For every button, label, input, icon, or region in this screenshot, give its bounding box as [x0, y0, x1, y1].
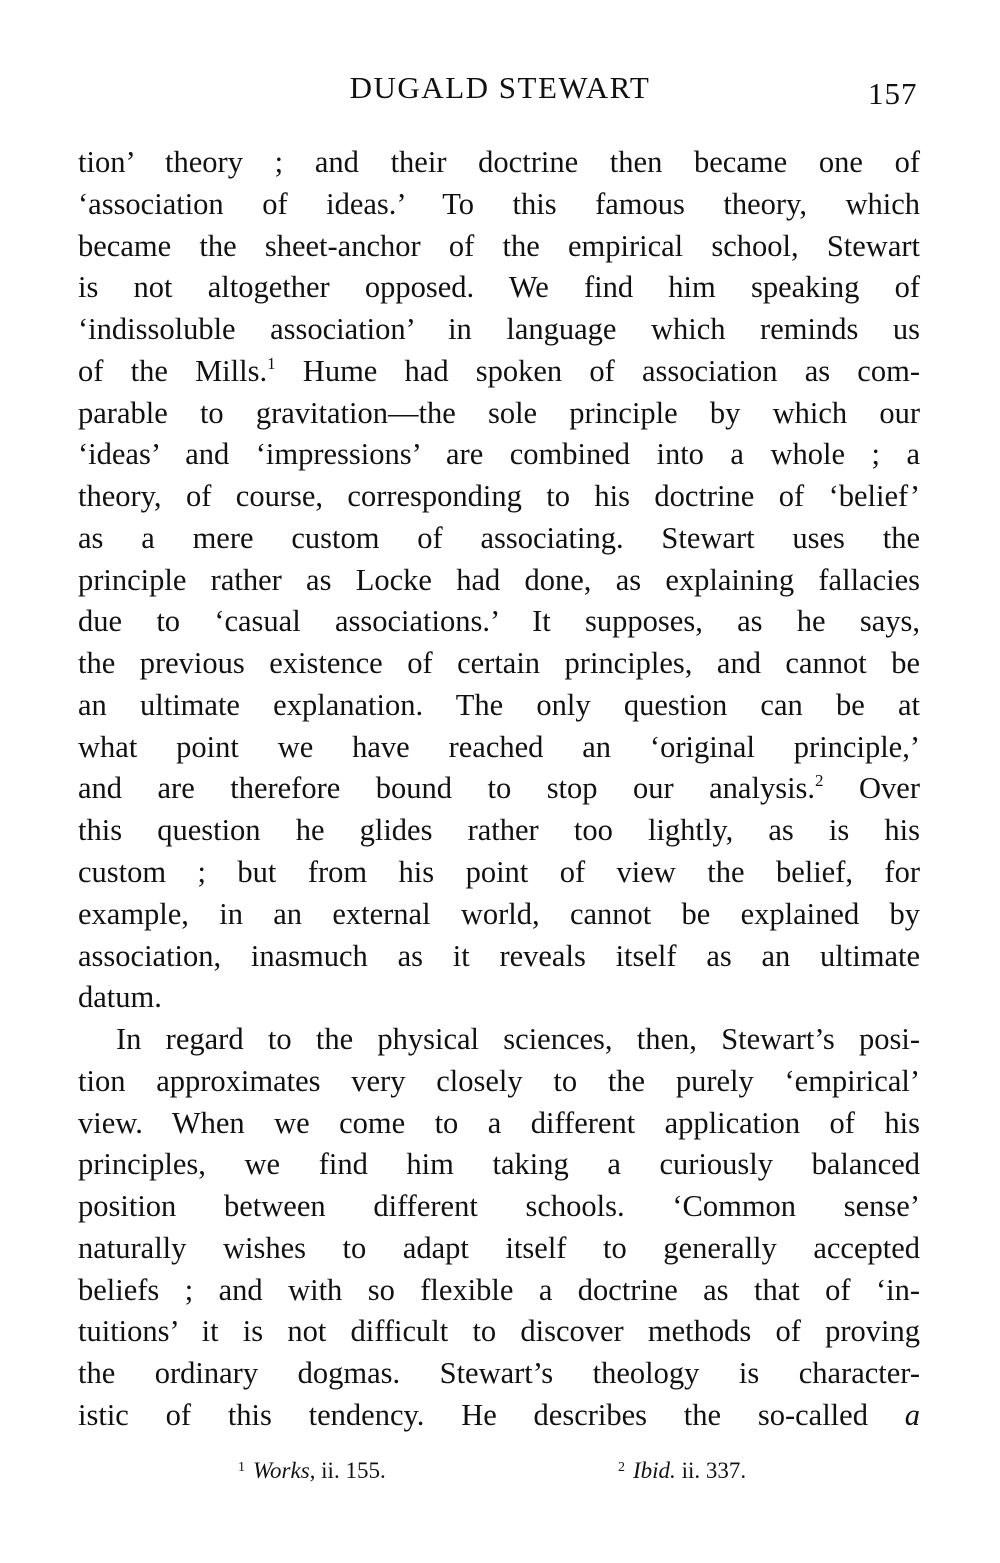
text-line: principle rather as Locke had done, as explaining fallacies	[78, 562, 920, 597]
text-line: naturally wishes to adapt itself to generally accepted	[78, 1230, 920, 1265]
footnote-mark: 2	[618, 1460, 625, 1475]
footnote-source: Ibid.	[633, 1458, 676, 1483]
page-number: 157	[868, 76, 918, 111]
text-line: example, in an external world, cannot be explained by	[78, 896, 920, 931]
text-line	[78, 768, 920, 810]
text-line: custom ; but from his point of view the belief, for	[78, 855, 920, 890]
text-line: is not altogether opposed. We find him speaking of	[78, 270, 920, 305]
text-segment: istic of this tendency. He describes the so-called	[78, 1397, 905, 1432]
text-line: this question he glides rather too lightly, as is his	[78, 813, 920, 848]
body-text	[78, 142, 920, 1437]
text-line: ‘association of ideas.’ To this famous theory, which	[78, 186, 920, 221]
text-segment: and are therefore bound to stop our analysis.	[78, 771, 816, 806]
text-line: the previous existence of certain principles, and cannot be	[78, 646, 920, 681]
text-line: datum.	[78, 980, 162, 1015]
text-line	[78, 1395, 920, 1437]
text-segment: a	[904, 1397, 920, 1432]
text-segment: of the Mills.	[78, 353, 268, 388]
footnote-2	[618, 1458, 746, 1484]
footnote-ref: ii. 155.	[315, 1458, 386, 1483]
text-line: what point we have reached an ‘original principle,’	[78, 729, 920, 764]
text-line: ‘indissoluble association’ in language which reminds us	[78, 312, 920, 347]
footnote-ref: ii. 337.	[675, 1458, 747, 1483]
footnote-reference: 1	[267, 353, 276, 373]
text-line: tuitions’ it is not difficult to discover methods of proving	[78, 1314, 920, 1349]
text-line: tion approximates very closely to the purely ‘empirical’	[78, 1063, 920, 1098]
text-line: the ordinary dogmas. Stewart’s theology is character-	[78, 1356, 920, 1391]
text-line: view. When we come to a different application of his	[78, 1105, 920, 1140]
text-line: tion’ theory ; and their doctrine then became one of	[78, 145, 920, 179]
text-line: principles, we find him taking a curiously balanced	[78, 1147, 920, 1182]
text-line: became the sheet-anchor of the empirical school, Stewart	[78, 228, 920, 263]
text-line	[78, 351, 920, 393]
footnote-1	[238, 1458, 386, 1484]
footnote-reference: 2	[815, 771, 824, 791]
text-line: due to ‘casual associations.’ It supposes, as he says,	[78, 604, 920, 639]
footnote-source: Works,	[253, 1458, 316, 1483]
text-line: an ultimate explanation. The only question can be at	[78, 687, 920, 722]
text-segment: Hume had spoken of association as com-	[275, 353, 920, 388]
text-line: association, inasmuch as it reveals itself as an ultimate	[78, 938, 920, 973]
page-header	[0, 70, 1000, 114]
paragraph	[78, 1019, 920, 1437]
running-title: DUGALD STEWART	[349, 70, 651, 105]
text-line: position between different schools. ‘Common sense’	[78, 1189, 920, 1224]
paragraph	[78, 142, 920, 1019]
text-line: ‘ideas’ and ‘impressions’ are combined into a whole ; a	[78, 437, 920, 472]
text-line: theory, of course, corresponding to his doctrine of ‘belief’	[78, 479, 920, 514]
text-line: beliefs ; and with so flexible a doctrine as that of ‘in-	[78, 1272, 920, 1307]
footnote-mark: 1	[238, 1460, 245, 1475]
text-line: parable to gravitation—the sole principle by which our	[78, 395, 920, 430]
text-segment: Over	[823, 771, 920, 806]
text-line: In regard to the physical sciences, then, Stewart’s posi-	[116, 1022, 920, 1057]
text-line: as a mere custom of associating. Stewart uses the	[78, 520, 920, 555]
